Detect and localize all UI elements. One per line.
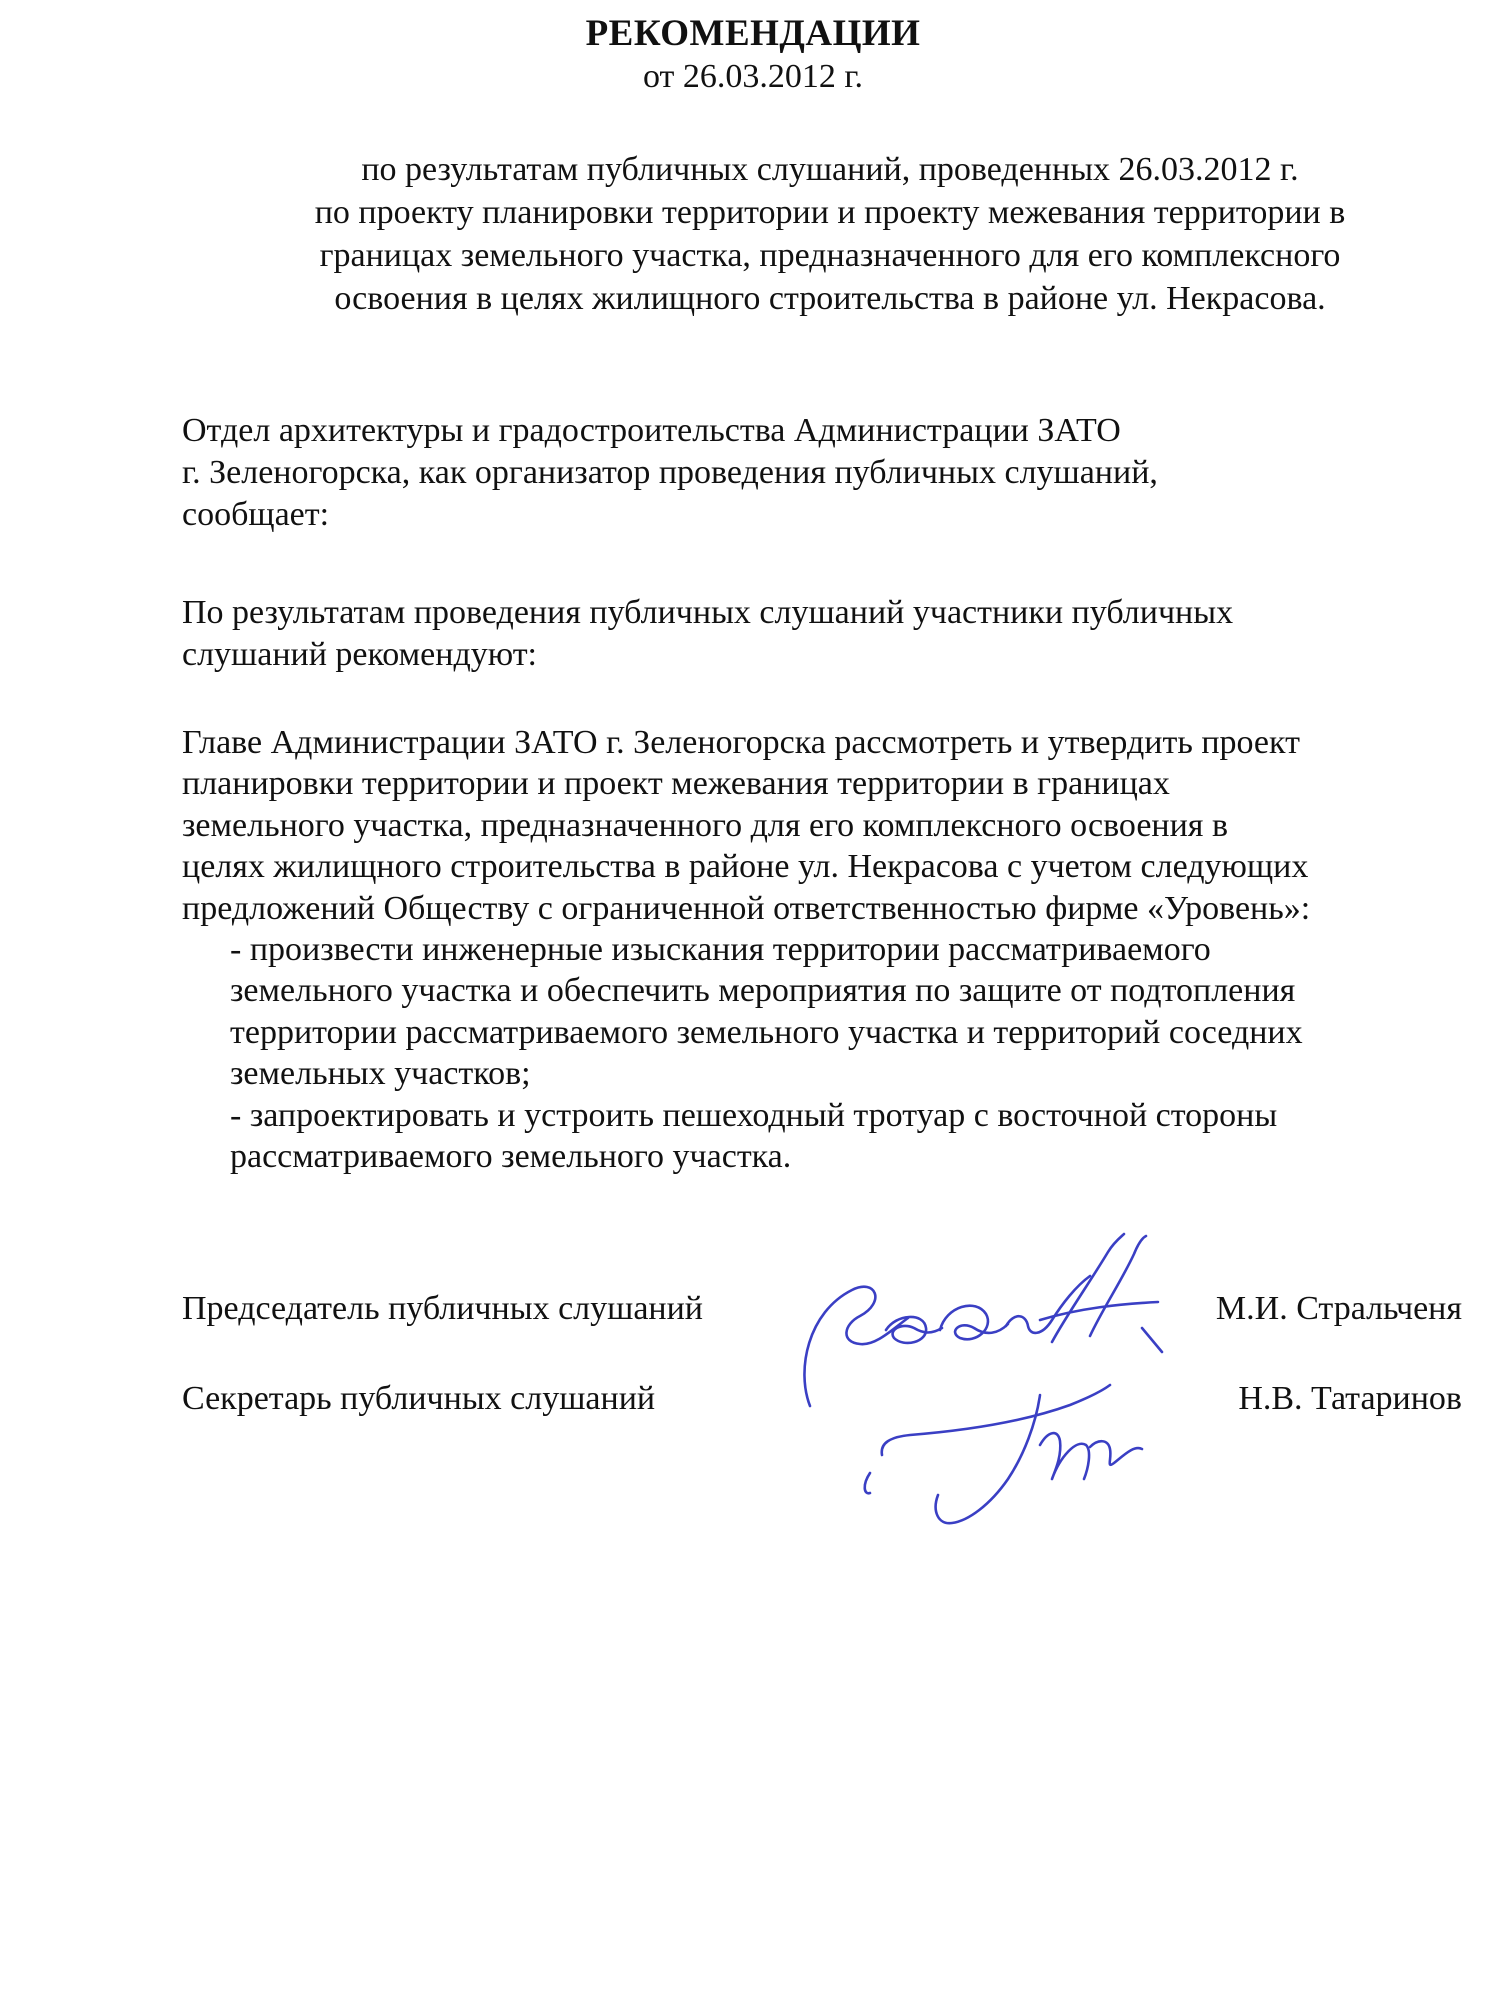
- document-title: РЕКОМЕНДАЦИИ: [585, 13, 921, 54]
- recommendation-paragraph: [182, 722, 1482, 1177]
- paragraph-line: предложений Обществу с ограниченной ответственностью фирме «Уровень»:: [182, 889, 1311, 927]
- subject-line: по результатам публичных слушаний, проведенных 26.03.2012 г.: [361, 151, 1299, 188]
- secretary-name: Н.В. Татаринов: [1238, 1380, 1462, 1417]
- organizer-paragraph: [182, 410, 1482, 536]
- subject-line: границах земельного участка, предназначенного для его комплексного: [319, 237, 1341, 274]
- proposal-line: земельных участков;: [230, 1055, 531, 1093]
- secretary-role: Секретарь публичных слушаний: [182, 1380, 656, 1417]
- secretary-signature: [840, 1345, 1170, 1530]
- proposal-line: территории рассматриваемого земельного участка и территорий соседних: [230, 1013, 1303, 1051]
- document-subject: [200, 148, 1460, 320]
- subject-line: по проекту планировки территории и проекту межевания территории в: [314, 194, 1346, 231]
- paragraph-line: Отдел архитектуры и градостроительства Администрации ЗАТО: [182, 412, 1121, 449]
- paragraph-line: Главе Администрации ЗАТО г. Зеленогорска рассмотреть и утвердить проект: [182, 724, 1300, 761]
- proposal-line: - запроектировать и устроить пешеходный тротуар с восточной стороны: [230, 1096, 1278, 1134]
- paragraph-line: целях жилищного строительства в районе ул. Некрасова с учетом следующих: [182, 848, 1309, 886]
- proposal-line: - произвести инженерные изыскания территории рассматриваемого: [230, 931, 1211, 969]
- paragraph-line: земельного участка, предназначенного для его комплексного освоения в: [182, 806, 1228, 844]
- paragraph-line: г. Зеленогорска, как организатор проведения публичных слушаний,: [182, 454, 1158, 491]
- subject-line: освоения в целях жилищного строительства в районе ул. Некрасова.: [334, 280, 1326, 317]
- proposal-line: рассматриваемого земельного участка.: [230, 1138, 792, 1176]
- paragraph-line: планировки территории и проект межевания территории в границах: [182, 765, 1170, 803]
- chair-role: Председатель публичных слушаний: [182, 1290, 703, 1327]
- paragraph-line: По результатам проведения публичных слушаний участники публичных: [182, 594, 1234, 631]
- paragraph-line: сообщает:: [182, 496, 330, 533]
- chair-name: М.И. Стральченя: [1215, 1290, 1462, 1327]
- result-paragraph: [182, 592, 1482, 676]
- paragraph-line: слушаний рекомендуют:: [182, 636, 538, 673]
- document-date: от 26.03.2012 г.: [642, 58, 864, 95]
- proposal-line: земельного участка и обеспечить мероприятия по защите от подтопления: [230, 972, 1296, 1010]
